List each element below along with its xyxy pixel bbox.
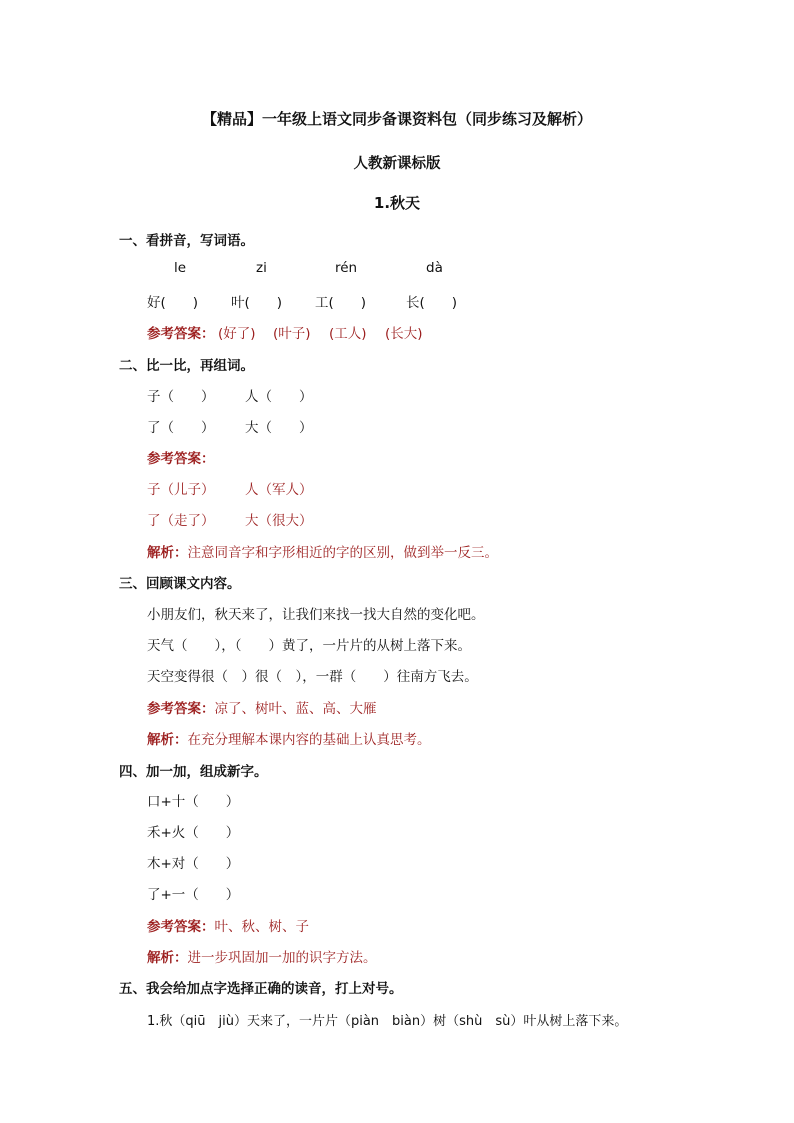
answer-label: 参考答案： [147,919,215,935]
answer-2: (叶子) [273,326,311,342]
compose-item-3: 木+对（ ） [147,856,240,872]
word-blank-3: 工( ) [315,295,367,311]
analysis-label: 解析： [147,545,188,561]
compose-item-1: 口+十（ ） [147,794,240,810]
compose-item-4: 了+一（ ） [147,887,240,903]
section-4-heading: 四、加一加，组成新字。 [119,764,268,780]
pinyin-2: zi [256,260,267,276]
answer-item: 人（军人） [245,482,313,498]
lesson-title: 1.秋天 [373,194,421,212]
analysis-text: 进一步巩固加一加的识字方法。 [187,950,377,966]
compare-item: 人（ ） [245,389,313,405]
document-title: 【精品】一年级上语文同步备课资料包（同步练习及解析） [201,110,592,128]
answer-text: 凉了、树叶、蓝、高、大雁 [214,701,377,717]
answer-label: 参考答案： [147,451,215,467]
answer-1: (好了) [218,326,256,342]
edition-label: 人教新课标版 [353,156,441,172]
analysis-text: 注意同音字和字形相近的字的区别，做到举一反三。 [187,545,498,561]
answer-line [147,697,377,717]
answer-line [147,915,309,935]
answer-label: 参考答案： [147,701,215,717]
pinyin-3: rén [335,260,358,276]
word-blank-2: 叶( ) [231,295,283,311]
analysis-label: 解析： [147,950,188,966]
passage-line-2: 天气（ ），（ ）黄了，一片片的从树上落下来。 [147,638,471,654]
answer-item: 大（很大） [245,513,313,529]
answer-item: 子（儿子） [147,482,215,498]
pinyin-1: le [174,260,187,276]
analysis-line [147,728,431,748]
section-1-heading: 一、看拼音，写词语。 [119,233,254,249]
compose-item-2: 禾+火（ ） [147,825,240,841]
question-line-1: 1.秋（qiū jiù）天来了，一片片（piàn biàn）树（shù sù）叶从树上落下来。 [147,1014,628,1029]
section-5-heading: 五、我会给加点字选择正确的读音，打上对号。 [119,981,403,997]
section-3-heading: 三、回顾课文内容。 [119,576,241,592]
answer-text: 叶、秋、树、子 [214,919,309,935]
compare-item: 子（ ） [147,389,215,405]
passage-line-3: 天空变得很（ ）很（ ），一群（ ）往南方飞去。 [147,669,478,685]
word-blank-1: 好( ) [147,295,199,311]
answer-label: 参考答案： [147,326,215,342]
word-blank-4: 长( ) [406,295,458,311]
compare-item: 了（ ） [147,420,215,436]
analysis-label: 解析： [147,732,188,748]
answer-3: (工人) [329,326,367,342]
analysis-line [147,946,377,966]
section-2-heading: 二、比一比，再组词。 [119,358,254,374]
analysis-text: 在充分理解本课内容的基础上认真思考。 [187,732,431,748]
answer-item: 了（走了） [147,513,215,529]
answer-4: (长大) [385,326,423,342]
passage-line-1: 小朋友们，秋天来了，让我们来找一找大自然的变化吧。 [147,607,485,623]
analysis-line [147,541,498,561]
pinyin-4: dà [426,260,443,276]
compare-item: 大（ ） [245,420,313,436]
